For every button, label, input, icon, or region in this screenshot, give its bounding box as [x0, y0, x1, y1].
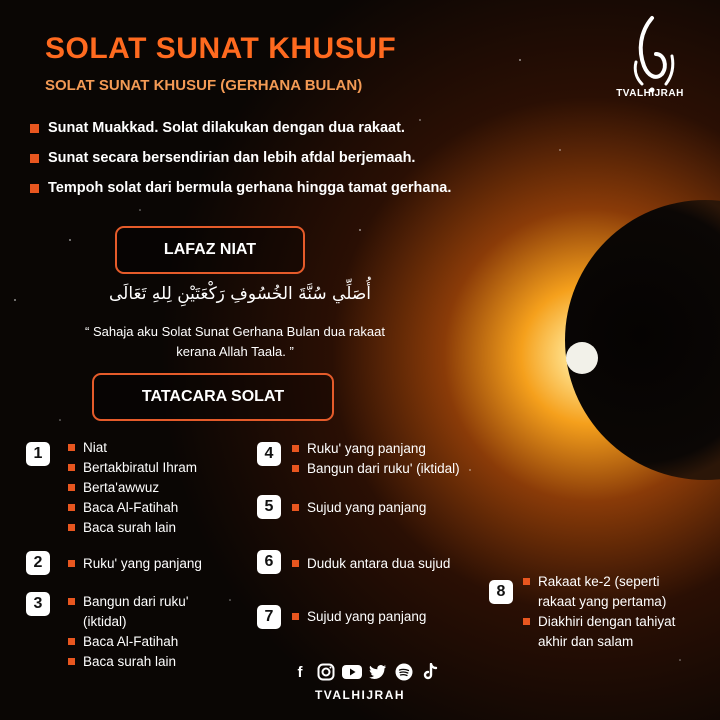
step-item: Rakaat ke-2 (seperti	[523, 574, 660, 589]
step-item-continuation: rakaat yang pertama)	[538, 594, 667, 609]
bullet-square-icon	[68, 560, 75, 567]
step-number: 8	[489, 580, 513, 604]
bullet-square-icon	[30, 184, 39, 193]
bullet-square-icon	[68, 598, 75, 605]
step-number: 1	[26, 442, 50, 466]
niat-arabic: أُصَلِّي سُنَّةَ الخُسُوفِ رَكْعَتَيْنِ لِلهِ تَعَالَى	[109, 284, 371, 304]
bullet-square-icon	[68, 484, 75, 491]
step-item: Niat	[68, 440, 107, 455]
step-item: Baca Al-Fatihah	[68, 500, 178, 515]
bullet-square-icon	[68, 638, 75, 645]
bullet-square-icon	[30, 154, 39, 163]
bullet-item: Sunat secara bersendirian dan lebih afdal berjemaah.	[30, 150, 415, 166]
bullet-square-icon	[68, 444, 75, 451]
step-number: 6	[257, 550, 281, 574]
step-number: 5	[257, 495, 281, 519]
bullet-square-icon	[292, 504, 299, 511]
spotify-icon[interactable]	[394, 662, 414, 682]
step-item: Baca surah lain	[68, 654, 176, 669]
social-icons	[290, 662, 440, 682]
niat-translation: “ Sahaja aku Solat Sunat Gerhana Bulan dua rakaat kerana Allah Taala. ”	[85, 324, 385, 359]
bullet-item: Tempoh solat dari bermula gerhana hingga tamat gerhana.	[30, 180, 451, 196]
lafaz-niat-heading: LAFAZ NIAT	[115, 226, 305, 274]
step-item: Berta'awwuz	[68, 480, 159, 495]
youtube-icon[interactable]	[342, 662, 362, 682]
tiktok-icon[interactable]	[420, 662, 440, 682]
bullet-square-icon	[30, 124, 39, 133]
bullet-item: Sunat Muakkad. Solat dilakukan dengan dua rakaat.	[30, 120, 405, 136]
bullet-square-icon	[292, 613, 299, 620]
step-item-continuation: akhir dan salam	[538, 634, 634, 649]
page-subtitle: SOLAT SUNAT KHUSUF (GERHANA BULAN)	[45, 77, 363, 94]
bullet-square-icon	[68, 524, 75, 531]
step-item: Sujud yang panjang	[292, 609, 426, 624]
step-item: Duduk antara dua sujud	[292, 556, 450, 571]
step-item: Ruku' yang panjang	[292, 441, 426, 456]
facebook-icon[interactable]: f	[297, 663, 303, 681]
twitter-icon[interactable]	[368, 662, 388, 682]
instagram-icon[interactable]	[316, 662, 336, 682]
step-item: Diakhiri dengan tahiyat	[523, 614, 675, 629]
tatacara-solat-heading: TATACARA SOLAT	[92, 373, 334, 421]
step-number: 7	[257, 605, 281, 629]
bullet-square-icon	[292, 445, 299, 452]
step-item: Baca surah lain	[68, 520, 176, 535]
bullet-square-icon	[68, 658, 75, 665]
bullet-square-icon	[292, 465, 299, 472]
step-item: Ruku' yang panjang	[68, 556, 202, 571]
bullet-square-icon	[68, 504, 75, 511]
bullet-square-icon	[68, 464, 75, 471]
bullet-square-icon	[523, 578, 530, 585]
step-item: Bertakbiratul Ihram	[68, 460, 197, 475]
bullet-square-icon	[523, 618, 530, 625]
step-item: Baca Al-Fatihah	[68, 634, 178, 649]
step-item: Sujud yang panjang	[292, 500, 426, 515]
step-item-continuation: (iktidal)	[83, 614, 127, 629]
step-number: 3	[26, 592, 50, 616]
step-number: 2	[26, 551, 50, 575]
bullet-square-icon	[292, 560, 299, 567]
footer-handle: TVALHIJRAH	[314, 688, 406, 702]
logo-text: TVALHIJRAH	[616, 88, 684, 99]
step-item: Bangun dari ruku'	[68, 594, 188, 609]
step-number: 4	[257, 442, 281, 466]
page-title: SOLAT SUNAT KHUSUF	[45, 32, 397, 65]
step-item: Bangun dari ruku' (iktidal)	[292, 461, 460, 476]
